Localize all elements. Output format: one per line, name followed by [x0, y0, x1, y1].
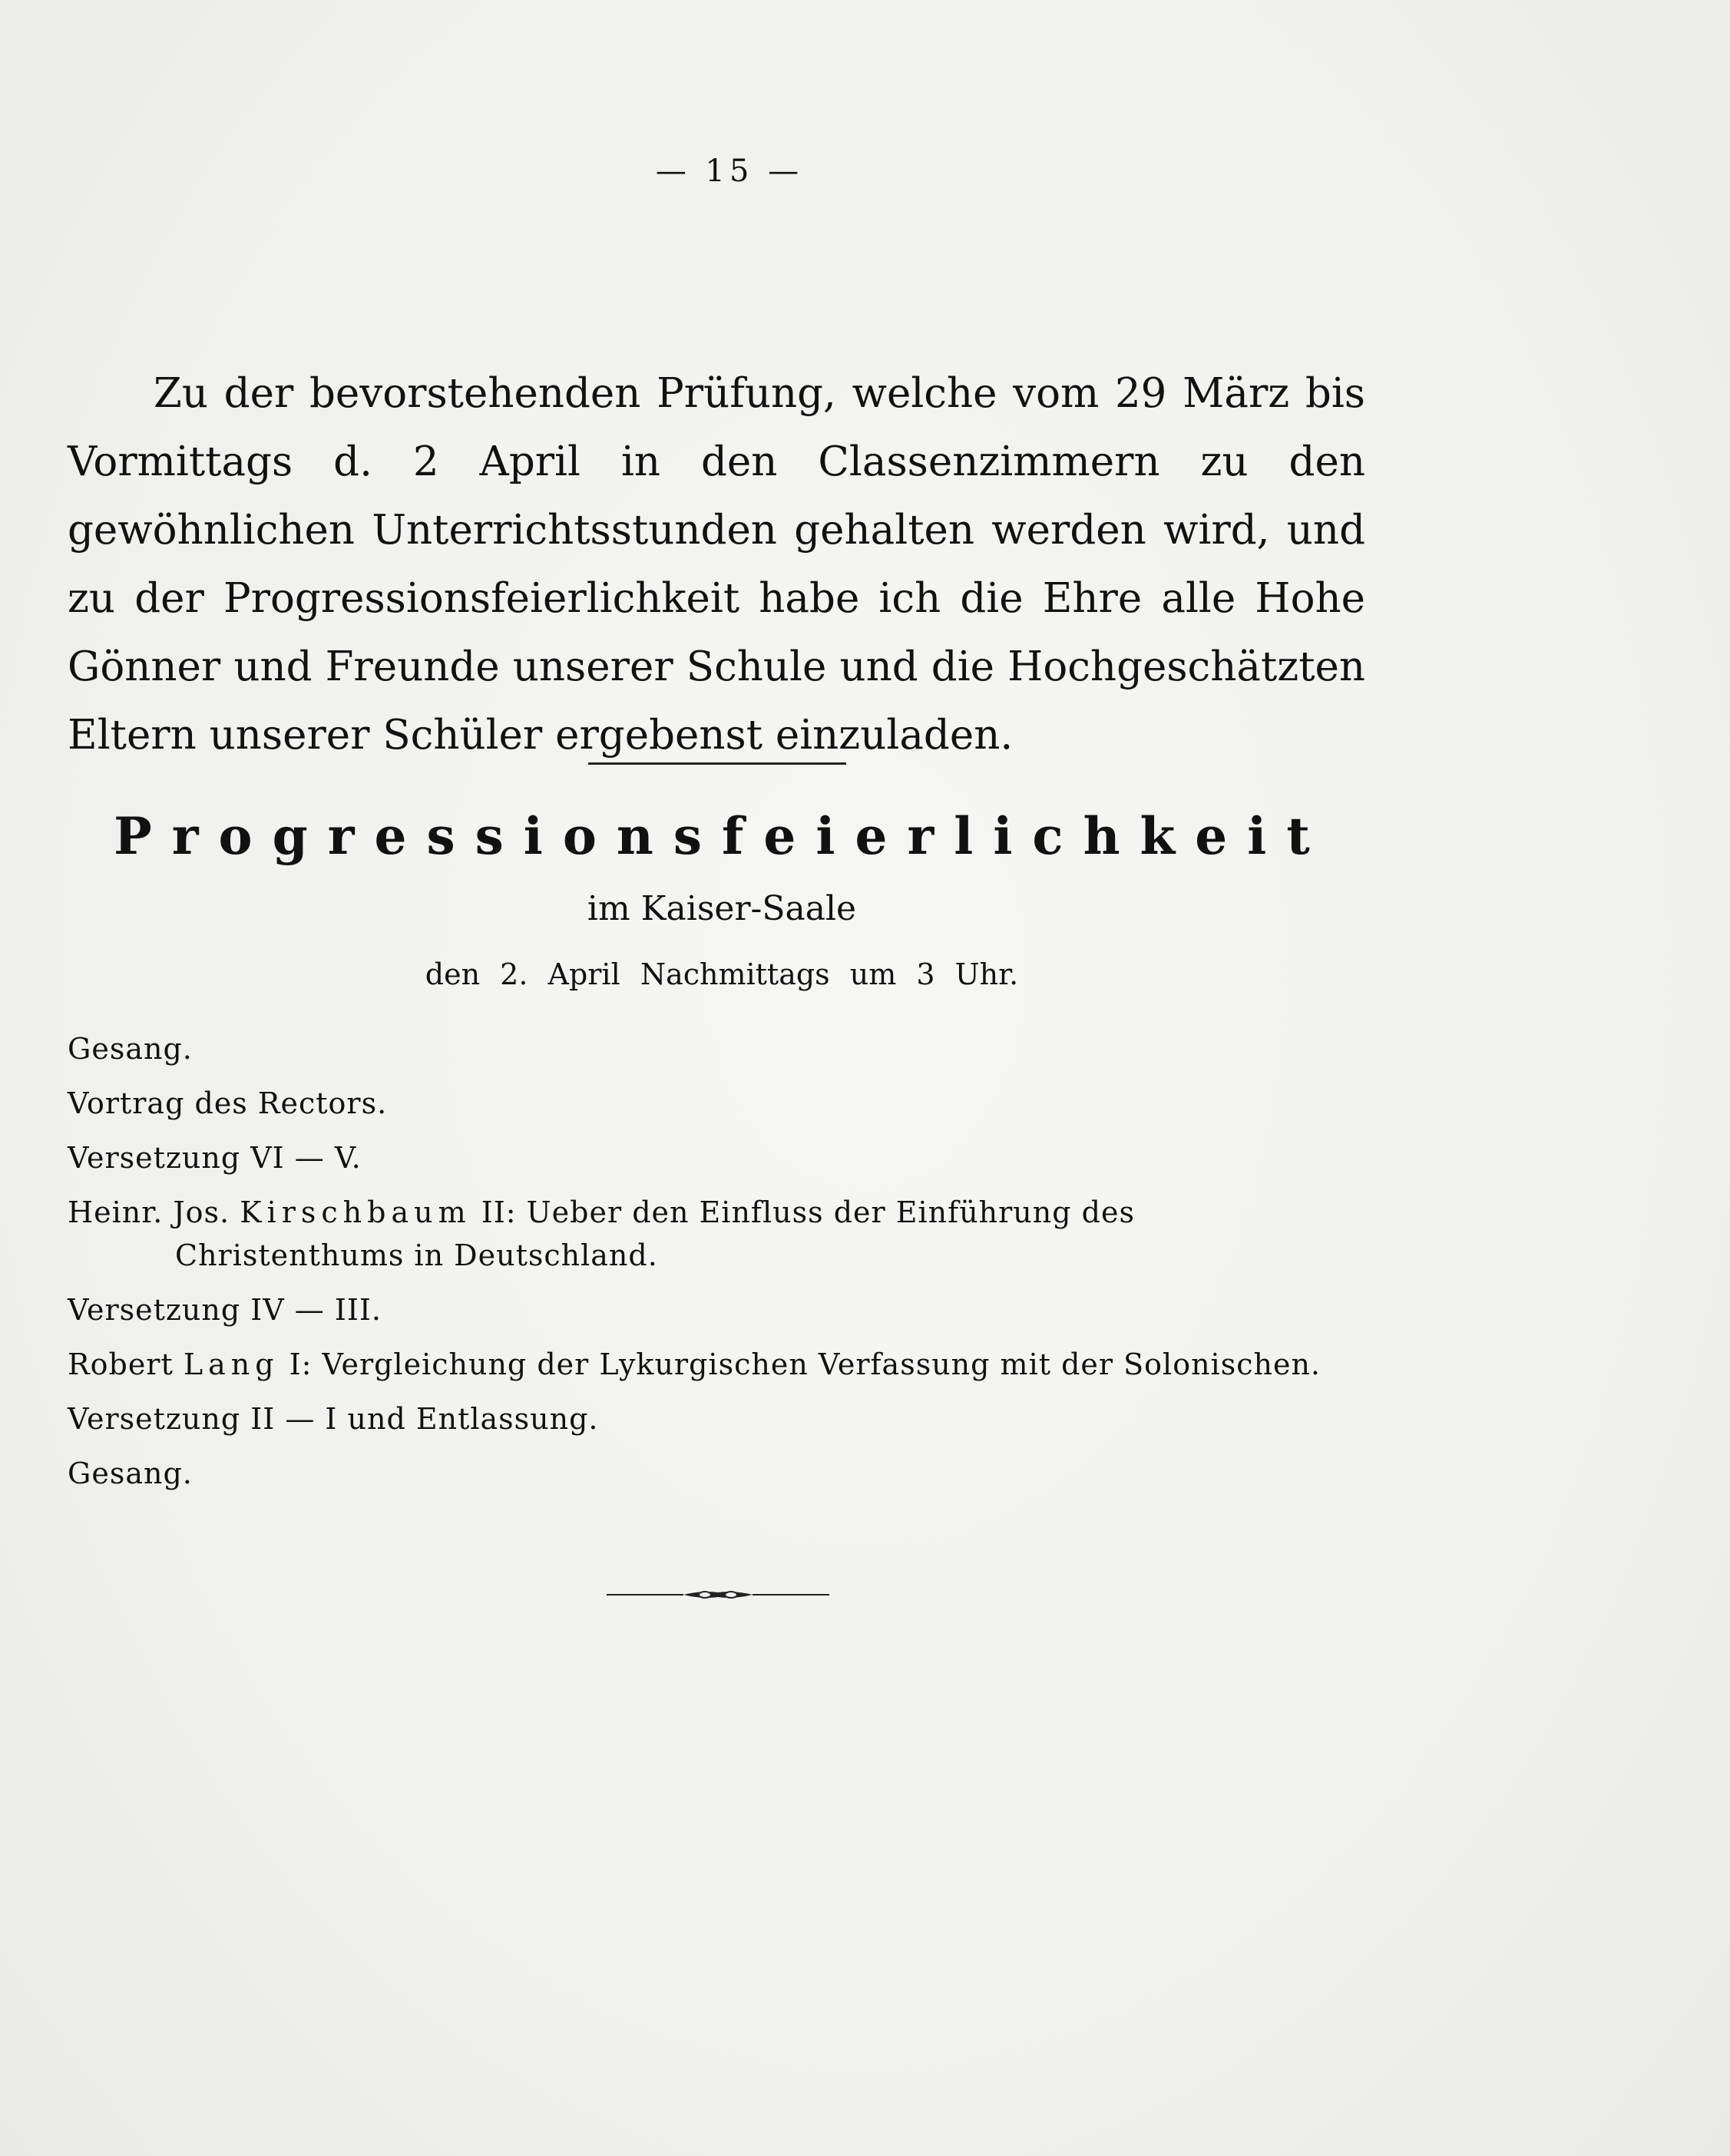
- program-list: [68, 1027, 1373, 1506]
- program-item-gesang-closing: Gesang.: [68, 1457, 193, 1490]
- speaker-first-name: Heinr. Jos.: [68, 1195, 240, 1229]
- speaker-surname: Kirschbaum: [240, 1195, 471, 1229]
- program-item-versetzung-vi-v: Versetzung VI — V.: [68, 1141, 362, 1175]
- speaker-first-name: Robert: [68, 1348, 184, 1381]
- section-heading: Progressionsfeierlichkeit: [114, 806, 1330, 866]
- date-line: den 2. April Nachmittags um 3 Uhr.: [425, 957, 1019, 991]
- section-divider-rule: [588, 762, 846, 765]
- lecture-title: I: Vergleichung der Lykurgischen Verfassung mit der Solonischen.: [279, 1348, 1321, 1381]
- program-item-versetzung-ii-i: Versetzung II — I und Entlassung.: [68, 1402, 599, 1436]
- program-item-lang-lecture: [68, 1343, 1373, 1386]
- program-item-gesang-opening: Gesang.: [68, 1032, 193, 1066]
- program-item-rector-speech: Vortrag des Rectors.: [68, 1086, 388, 1120]
- program-item-kirschbaum-lecture: [68, 1191, 1373, 1277]
- lecture-title: II: Ueber den Einfluss der Einführung des Christenthums in Deutschland.: [175, 1195, 1135, 1272]
- program-item-versetzung-iv-iii: Versetzung IV — III.: [68, 1293, 382, 1327]
- closing-ornament-icon: [607, 1583, 829, 1606]
- page-number: — 15 —: [655, 154, 804, 189]
- venue-line: im Kaiser-Saale: [587, 889, 857, 928]
- speaker-surname: Lang: [183, 1348, 280, 1381]
- invitation-paragraph: Zu der bevorstehenden Prüfung, welche vom 29 März bis Vormittags d. 2 April in den Classenzimmern zu den gewöhnlichen Unterrichtsstunden gehalten werden wird, und zu der Progressionsfeierlichkeit habe ich die Ehre alle Hohe Gönner und Freunde unserer Schule und die Hochgeschätzten Eltern unserer Schüler ergebenst einzuladen.: [68, 370, 1365, 759]
